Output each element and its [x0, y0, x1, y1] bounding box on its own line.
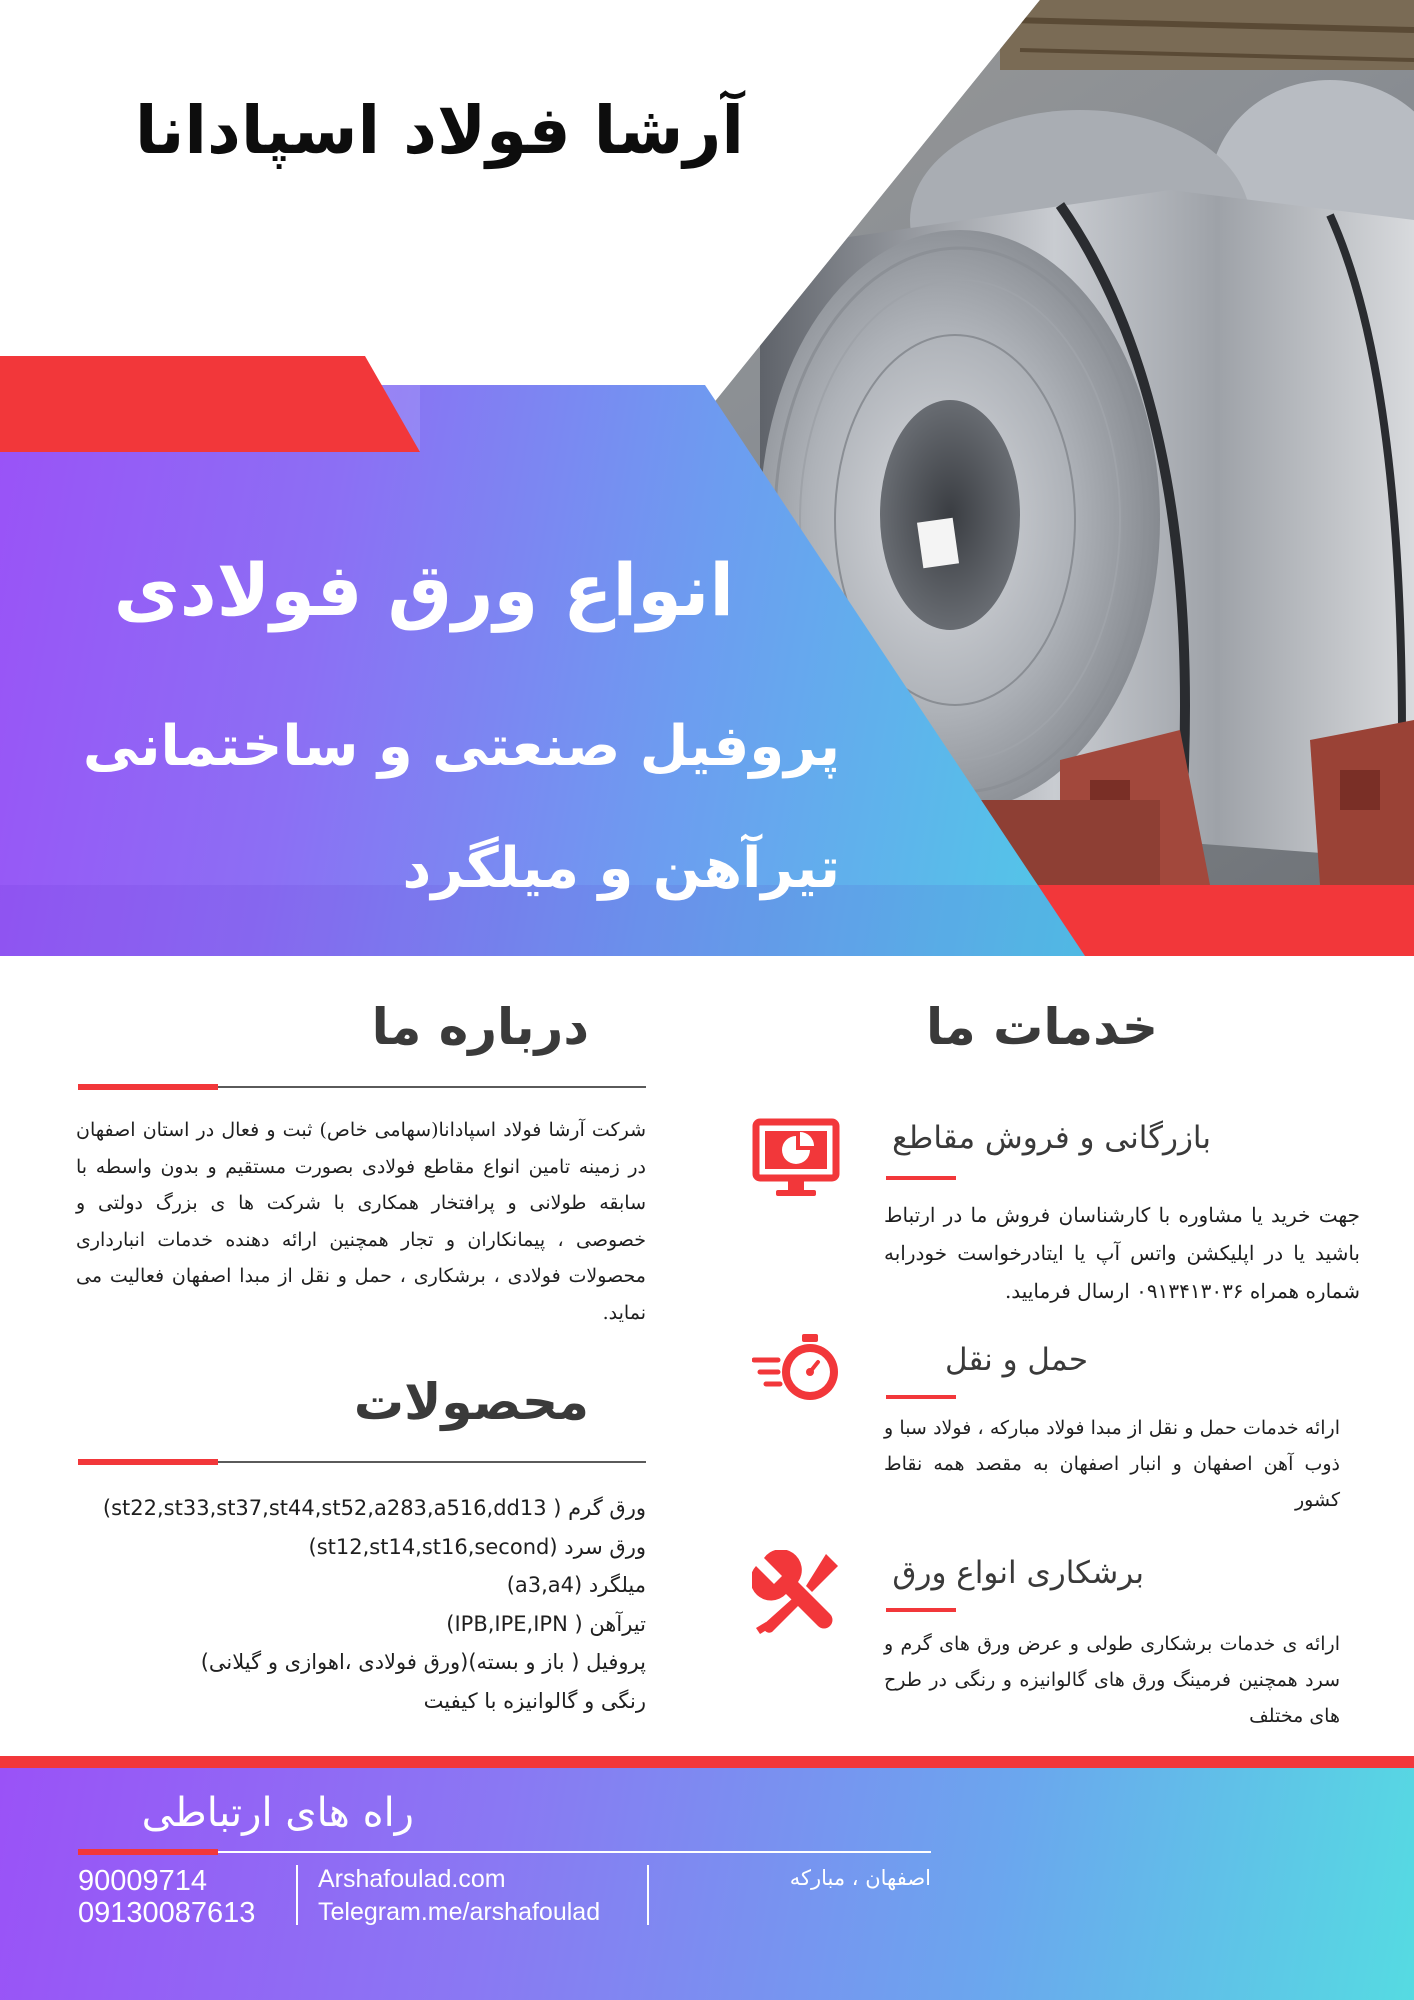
phone-numbers: [78, 1865, 255, 1929]
service-title-trade: بازرگانی و فروش مقاطع: [892, 1120, 1211, 1156]
services-title: خدمات ما: [925, 998, 1158, 1056]
products-divider-accent: [78, 1459, 218, 1465]
list-item: میلگرد (a3,a4): [506, 1573, 646, 1597]
hero-headline: انواع ورق فولادی: [113, 548, 734, 632]
footer-separator: [296, 1865, 298, 1925]
phone-1[interactable]: 90009714: [78, 1865, 208, 1897]
stopwatch-icon: [752, 1332, 844, 1404]
telegram-link[interactable]: Telegram.me/arshafoulad: [318, 1898, 601, 1926]
about-text: شرکت آرشا فولاد اسپادانا(سهامی خاص) ثبت و فعال در استان اصفهان در زمینه تامین انواع مقاطع فولادی بصورت مستقیم و بدون واسطه با سابقه طولانی و پرافتخار همکاری با شرکت ها ی بزرگ دولتی و خصوصی ، پیمانکاران و تجار همچنین ارائه دهنده خدمات انبارداری محصولات فولادی ، برشکاری ، حمل و نقل از مبدا اصفهان فعالیت می نماید.: [76, 1119, 646, 1324]
hero-subline-1: پروفیل صنعتی و ساختمانی: [82, 714, 840, 779]
monitor-chart-icon: [752, 1118, 840, 1200]
tools-icon: [752, 1550, 842, 1640]
service-accent-cutting: [886, 1608, 956, 1612]
address: اصفهان ، مبارکه: [789, 1866, 931, 1890]
list-item: ورق گرم ( st22,st33,st37,st44,st52,a283,a516,dd13): [102, 1496, 646, 1520]
service-text-transport: ارائه خدمات حمل و نقل از مبدا فولاد مبارکه ، فولاد سبا و ذوب آهن اصفهان و انبار اصفهان به مقصد همه نقاط کشور: [884, 1417, 1340, 1511]
hero-subline-2: تیرآهن و میلگرد: [402, 836, 840, 901]
service-text-cutting: ارائه ی خدمات برشکاری طولی و عرض ورق های گرم و سرد همچنین فرمینگ ورق های گالوانیزه و رنگی در طرح های مختلف: [884, 1633, 1340, 1727]
list-item: تیرآهن ( IPB,IPE,IPN): [446, 1611, 646, 1636]
products-list: [66, 1496, 646, 1727]
footer-divider-accent: [78, 1849, 218, 1855]
service-accent-transport: [886, 1395, 956, 1399]
website-link[interactable]: Arshafoulad.com: [318, 1865, 506, 1893]
brand-name: آرشا فولاد اسپادانا: [134, 92, 744, 169]
service-text-trade: جهت خرید یا مشاوره با کارشناسان فروش ما در ارتباط باشید یا در اپلیکشن واتس آپ یا ایتادرخواست خودرابه شماره همراه ۰۹۱۳۴۱۳۰۳۶ ارسال فرمایید.: [884, 1203, 1360, 1303]
list-item: رنگی و گالوانیزه با کیفیت: [423, 1688, 646, 1713]
service-title-transport: حمل و نقل: [944, 1342, 1088, 1378]
footer-red-band: [0, 1756, 1414, 1768]
footer-separator: [647, 1865, 649, 1925]
phone-2[interactable]: 09130087613: [78, 1897, 256, 1929]
contact-title: راه های ارتباطی: [141, 1790, 414, 1836]
service-title-cutting: برشکاری انواع ورق: [892, 1555, 1144, 1591]
web-links: [318, 1863, 600, 1929]
about-title: درباره ما: [371, 998, 589, 1056]
list-item: پروفیل ( باز و بسته)(ورق فولادی ،اهوازی و گیلانی): [200, 1650, 646, 1674]
service-accent-trade: [886, 1176, 956, 1180]
list-item: ورق سرد (st12,st14,st16,second): [308, 1534, 646, 1559]
hero-banner: [0, 0, 1414, 956]
red-accent-stripe: [0, 356, 420, 452]
about-divider-accent: [78, 1084, 218, 1090]
products-title: محصولات: [353, 1373, 589, 1431]
